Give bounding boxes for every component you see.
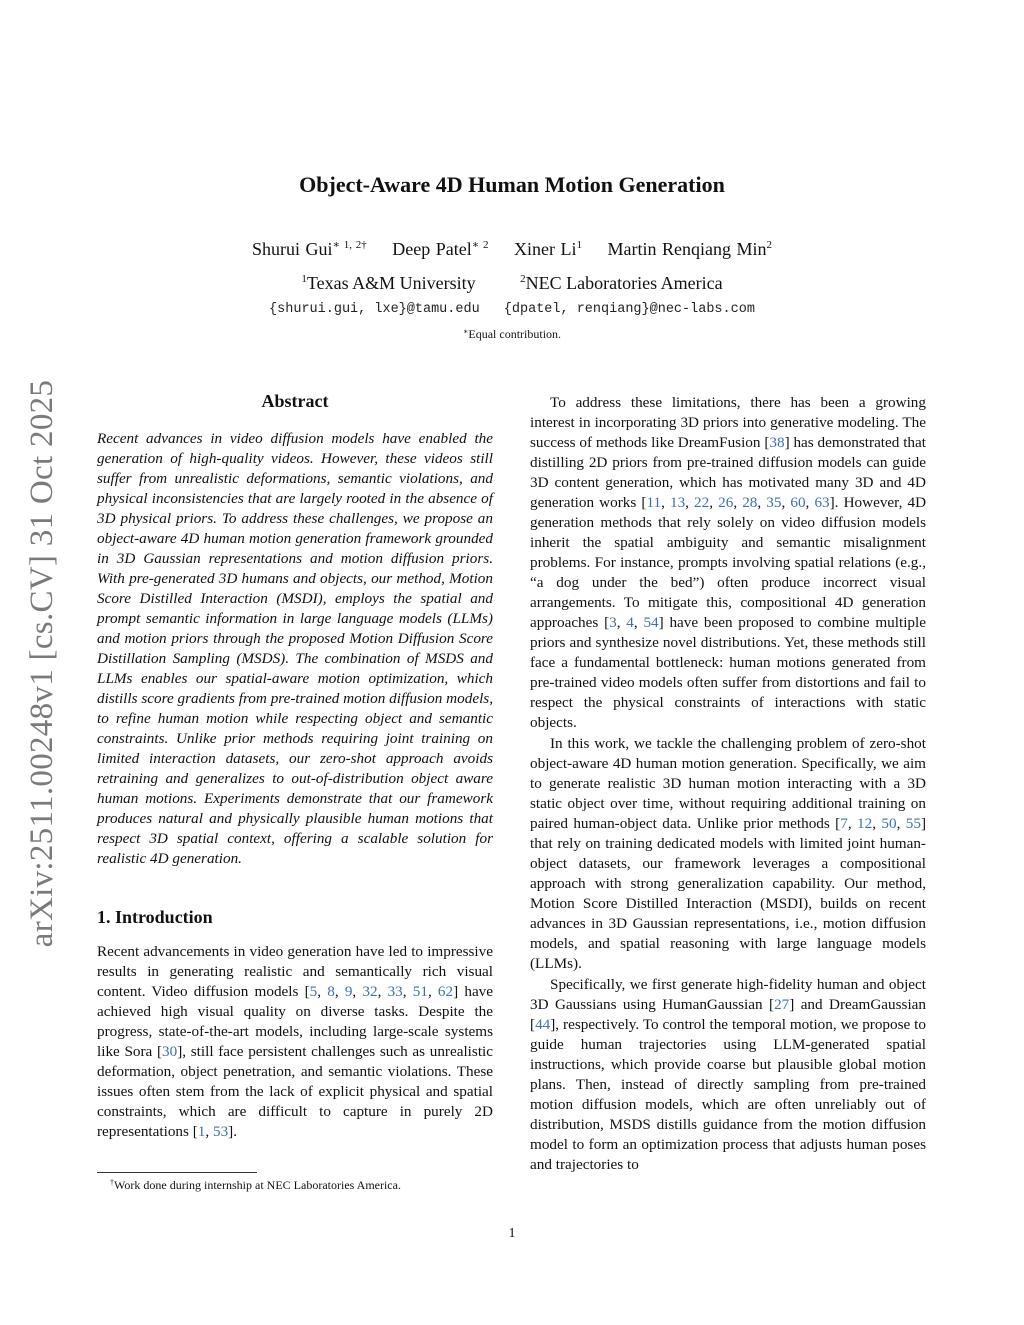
- affiliation-list: [0, 273, 1024, 294]
- citation-link[interactable]: 35: [766, 494, 782, 511]
- citation-link[interactable]: 3: [609, 614, 617, 631]
- page-number: 1: [508, 1226, 516, 1241]
- arxiv-identifier: [6, 366, 80, 960]
- affiliation-mark: 1: [301, 273, 307, 285]
- citation-link[interactable]: 44: [535, 1016, 551, 1033]
- citation-link[interactable]: 38: [769, 434, 785, 451]
- body-paragraph: In this work, we tackle the challenging problem of zero-shot object-aware 4D human motion generation. Specifically, we aim to generate realistic 3D human motion interacting with a 3D static object over time, without requiring additional training on paired human-object data. Unlike prior methods [7, 12, 50, 55] that rely on training dedicated models with limited joint human-object datasets, our framework leverages a compositional approach with strong generalization capability. Our method, Motion Score Distilled Interaction (MSDI), builds on recent advances in 3D Gaussian representations, i.e., motion diffusion models, and spatial reasoning with large language models (LLMs).: [530, 735, 927, 972]
- citation-link[interactable]: 12: [857, 815, 873, 832]
- footnote-mark: †: [110, 1178, 114, 1187]
- body-paragraph: To address these limitations, there has been a growing interest in incorporating 3D priors into generative modeling. The success of methods like DreamFusion [38] has demonstrated that distilling 2D priors from pre-trained diffusion models can guide 3D content generation, which has motivated many 3D and 4D generation works [11, 13, 22, 26, 28, 35, 60, 63]. However, 4D generation methods that rely solely on video diffusion models inherit the spatial ambiguity and semantic misalignment problems. For instance, prompts involving spatial relations (e.g., “a dog under the bed”) often produce incorrect visual arrangements. To mitigate this, compositional 4D generation approaches [3, 4, 54] have been proposed to combine multiple priors and synthesize novel distributions. Yet, these methods still face a fundamental bottleneck: human motions generated from pre-trained video models often suffer from distortions and fail to respect the physical constraints of interactions with static objects.: [530, 394, 927, 731]
- body-paragraph: Specifically, we first generate high-fidelity human and object 3D Gaussians using HumanGaussian [27] and DreamGaussian [44], respectively. To control the temporal motion, we propose to guide human trajectories using LLM-generated spatial instructions, which provide coarse but plausible global motion plans. Then, instead of directly sampling from pre-trained motion diffusion models, which are often unreliably out of distribution, MSDS distills guidance from the motion diffusion model to form an optimization process that adjusts human poses and trajectories to: [530, 976, 927, 1173]
- citation-link[interactable]: 33: [387, 983, 403, 1000]
- citation-link[interactable]: 62: [437, 983, 454, 1000]
- citation-link[interactable]: 9: [344, 983, 353, 1000]
- citation-link[interactable]: 50: [881, 815, 897, 832]
- footnote: [110, 1178, 401, 1193]
- affiliation: [520, 273, 722, 293]
- intro-paragraph: Recent advancements in video generation have led to impressive results in generating realistic and semantically rich visual content. Video diffusion models [5, 8, 9, 32, 33, 51, 62] have achieved high visual quality on diverse tasks. Despite the progress, state-of-the-art models, including large-scale systems like Sora [30], still face persistent challenges such as unrealistic deformation, object penetration, and semantic violations. These issues often stem from the lack of explicit physical and spatial constraints, which are difficult to capture in purely 2D representations [1, 53].: [97, 943, 494, 1140]
- author-list: [0, 238, 1024, 260]
- author-name: Deep Patel: [392, 239, 472, 259]
- equal-contribution-mark: ∗: [462, 327, 469, 336]
- author-marks: 1: [576, 239, 582, 251]
- email-list: [0, 302, 1024, 317]
- citation-link[interactable]: 1: [197, 1123, 206, 1140]
- author-marks: ∗ 2: [471, 239, 489, 251]
- affiliation-mark: 2: [520, 273, 526, 285]
- affiliation-name: NEC Laboratories America: [525, 273, 723, 293]
- citation-link[interactable]: 32: [362, 983, 378, 1000]
- citation-link[interactable]: 27: [774, 996, 790, 1013]
- citation-link[interactable]: 7: [840, 815, 848, 832]
- left-column: [97, 390, 493, 1142]
- abstract-heading: Abstract: [261, 391, 329, 411]
- citation-link[interactable]: 53: [212, 1123, 229, 1140]
- author-name: Xiner Li: [513, 239, 577, 259]
- author-marks: ∗ 1, 2†: [332, 239, 367, 251]
- citation-link[interactable]: 63: [814, 494, 830, 511]
- author-marks: 2: [766, 239, 772, 251]
- author: [607, 239, 771, 259]
- citation-link[interactable]: 30: [162, 1043, 178, 1060]
- equal-contribution-text: Equal contribution.: [468, 327, 562, 341]
- citation-link[interactable]: 4: [626, 614, 634, 631]
- right-column: [530, 393, 926, 1175]
- author: [514, 239, 582, 259]
- citation-link[interactable]: 8: [327, 983, 335, 1000]
- email: {dpatel, renqiang}@nec-labs.com: [503, 302, 755, 317]
- citation-link[interactable]: 5: [309, 983, 318, 1000]
- affiliation-name: Texas A&M University: [306, 273, 476, 293]
- author: [252, 239, 367, 259]
- author-name: Shurui Gui: [252, 239, 333, 259]
- author: [392, 239, 488, 259]
- citation-link[interactable]: 22: [694, 494, 710, 511]
- author-name: Martin Renqiang Min: [607, 239, 767, 259]
- arxiv-id-text: arXiv:2511.00248v1 [cs.CV] 31 Oct 2025: [24, 379, 61, 947]
- email: {shurui.gui, lxe}@tamu.edu: [269, 302, 480, 317]
- citation-link[interactable]: 28: [742, 494, 758, 511]
- citation-link[interactable]: 51: [412, 983, 428, 1000]
- citation-link[interactable]: 60: [790, 494, 806, 511]
- citation-link[interactable]: 55: [905, 815, 921, 832]
- footnote-text: Work done during internship at NEC Laboratories America.: [114, 1178, 401, 1192]
- section-heading-introduction: 1. Introduction: [97, 907, 213, 927]
- citation-link[interactable]: 13: [669, 494, 686, 511]
- citation-link[interactable]: 11: [646, 494, 662, 511]
- equal-contribution-note: [0, 327, 1024, 342]
- citation-link[interactable]: 54: [643, 614, 659, 631]
- paper-title: Object-Aware 4D Human Motion Generation: [299, 172, 725, 197]
- affiliation: [301, 273, 475, 293]
- footnote-rule: [97, 1172, 257, 1173]
- citation-link[interactable]: 26: [718, 494, 734, 511]
- abstract-text: Recent advances in video diffusion models have enabled the generation of high-quality videos. However, these videos still suffer from unrealistic deformations, semantic violations, and physical inconsistencies that are largely rooted in the absence of 3D physical priors. To address these challenges, we propose an object-aware 4D human motion generation framework grounded in 3D Gaussian representations and motion diffusion priors. With pre-generated 3D humans and objects, our method, Motion Score Distilled Interaction (MSDI), employs the spatial and prompt semantic information in large language models (LLMs) and motion priors through the proposed Motion Diffusion Score Distillation Sampling (MSDS). The combination of MSDS and LLMs enables our spatial-aware motion optimization, which distills score gradients from pre-trained motion diffusion models, to refine human motion while respecting object and semantic constraints. Unlike prior methods requiring joint training on limited interaction datasets, our zero-shot approach avoids retraining and generalizes to out-of-distribution object aware human motions. Experiments demonstrate that our framework produces natural and physically plausible human motions that respect 3D spatial context, offering a scalable solution for realistic 4D generation.: [97, 430, 493, 867]
